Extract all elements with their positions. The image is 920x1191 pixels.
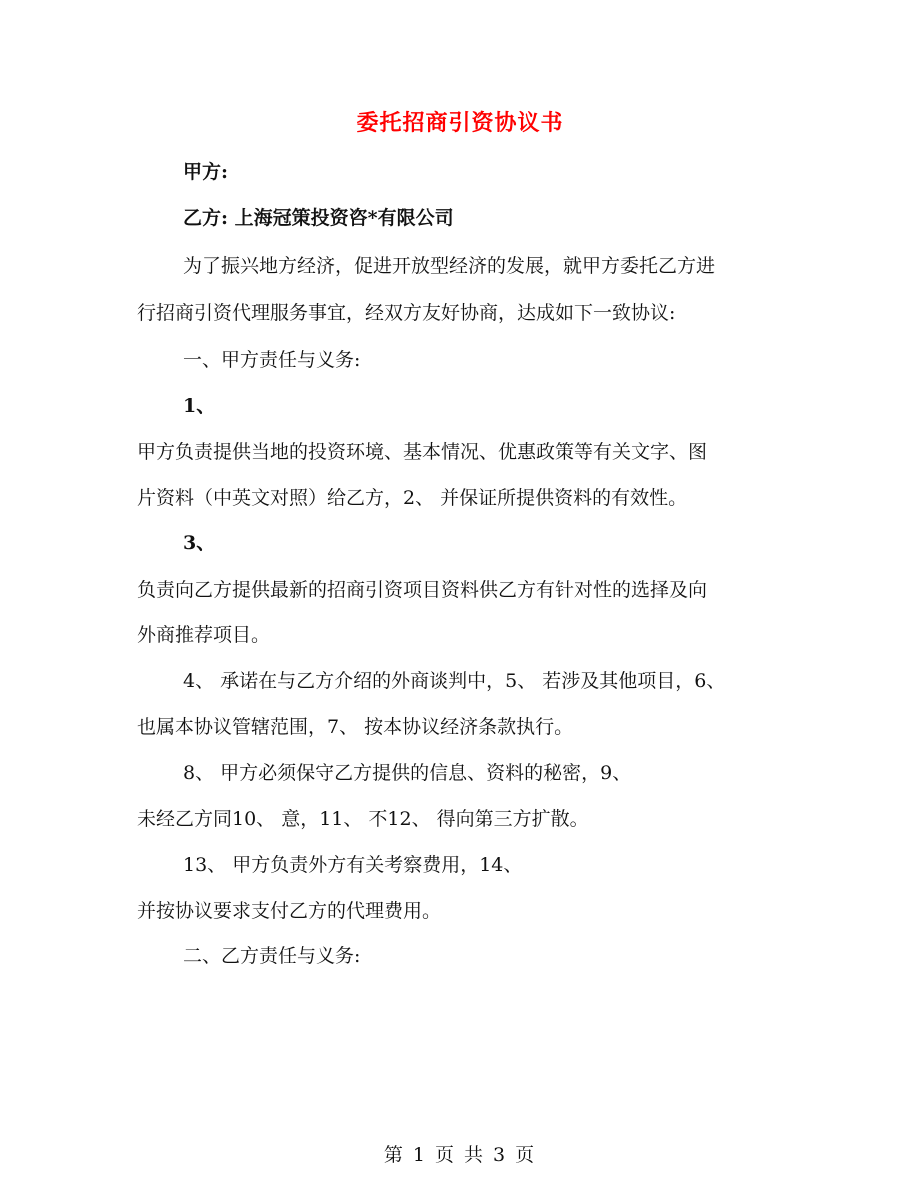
intro-line-1: 为了振兴地方经济，促进开放型经济的发展，就甲方委托乙方进 — [183, 255, 716, 277]
party-b-label: 乙方: 上海冠策投资咨*有限公司 — [183, 207, 454, 229]
item-1-number: 1、 — [183, 395, 216, 417]
item-1-line-2: 片资料（中英文对照）给乙方，2、 并保证所提供资料的有效性。 — [137, 487, 688, 509]
item-4-line-2: 也属本协议管辖范围，7、 按本协议经济条款执行。 — [137, 716, 574, 738]
item-4-line-1: 4、 承诺在与乙方介绍的外商谈判中，5、 若涉及其他项目，6、 — [183, 670, 726, 692]
intro-line-2: 行招商引资代理服务事宜，经双方友好协商，达成如下一致协议: — [137, 302, 676, 324]
party-a-label: 甲方: — [183, 161, 229, 183]
item-13-line-1: 13、 甲方负责外方有关考察费用，14、 — [183, 854, 523, 876]
item-8-line-2: 未经乙方同10、 意，11、 不12、 得向第三方扩散。 — [137, 808, 589, 830]
section-heading-2: 二、乙方责任与义务: — [183, 945, 361, 967]
item-3-line-2: 外商推荐项目。 — [137, 624, 271, 646]
item-1-line-1: 甲方负责提供当地的投资环境、基本情况、优惠政策等有关文字、图 — [137, 441, 708, 463]
item-13-line-2: 并按协议要求支付乙方的代理费用。 — [137, 900, 442, 922]
page-footer: 第 1 页 共 3 页 — [383, 1144, 537, 1166]
item-8-line-1: 8、 甲方必须保守乙方提供的信息、资料的秘密，9、 — [183, 762, 632, 784]
section-heading-1: 一、甲方责任与义务: — [183, 349, 361, 371]
item-3-number: 3、 — [183, 532, 216, 554]
document-title: 委托招商引资协议书 — [356, 110, 564, 136]
item-3-line-1: 负责向乙方提供最新的招商引资项目资料供乙方有针对性的选择及向 — [137, 579, 708, 601]
